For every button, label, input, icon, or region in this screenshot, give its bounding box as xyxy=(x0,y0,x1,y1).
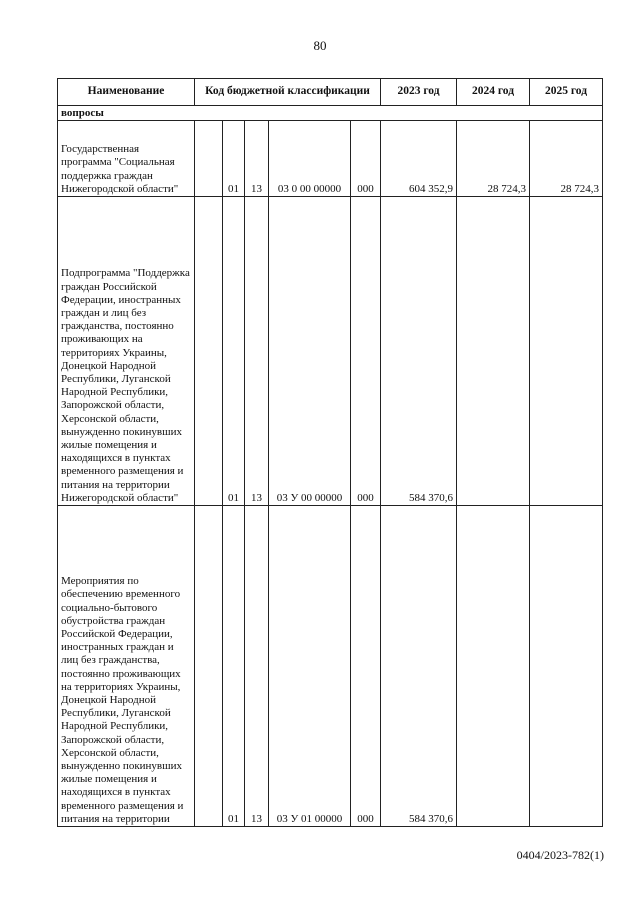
row-name: Мероприятия по обеспечению временного социально-бытового обустройства граждан Российской Федерации, иностранных граждан и лиц без гражданства, постоянно проживающих на территориях Украины, Донецкой Народной Республики, Луганской Народной Республики, Запорожской области, Херсонской области, вынужденно покинувших жилые помещения и находящихся в пунктах временного размещения и питания на территории xyxy=(58,506,195,827)
table-row xyxy=(58,197,603,506)
empty-cell xyxy=(195,197,223,506)
row-csr: 03 0 00 00000 xyxy=(269,121,351,197)
table-header-row xyxy=(58,79,603,106)
row-2023: 584 370,6 xyxy=(381,506,457,827)
page-number: 80 xyxy=(313,38,327,53)
table-row xyxy=(58,121,603,197)
row-rz: 01 xyxy=(223,197,245,506)
row-vr: 000 xyxy=(351,197,381,506)
row-2024 xyxy=(457,506,530,827)
row-2024 xyxy=(457,197,530,506)
row-rz: 01 xyxy=(223,121,245,197)
row-2025 xyxy=(530,506,603,827)
row-name: Подпрограмма "Поддержка граждан Российской Федерации, иностранных граждан и лиц без гражданства, постоянно проживающих на территориях Украины, Донецкой Народной Республики, Луганской Народной Республики, Запорожской области, Херсонской области, вынужденно покинувших жилые помещения и находящихся в пунктах временного размещения и питания на территории Нижегородской области" xyxy=(58,197,195,506)
header-2023: 2023 год xyxy=(381,79,457,106)
row-vr: 000 xyxy=(351,506,381,827)
row-csr: 03 У 00 00000 xyxy=(269,197,351,506)
row-vr: 000 xyxy=(351,121,381,197)
row-csr: 03 У 01 00000 xyxy=(269,506,351,827)
empty-cell xyxy=(195,121,223,197)
header-code: Код бюджетной классификации xyxy=(195,79,381,106)
row-2023: 584 370,6 xyxy=(381,197,457,506)
section-label: вопросы xyxy=(58,106,603,121)
empty-cell xyxy=(195,506,223,827)
row-pr: 13 xyxy=(245,197,269,506)
row-2023: 604 352,9 xyxy=(381,121,457,197)
row-pr: 13 xyxy=(245,506,269,827)
header-2024: 2024 год xyxy=(457,79,530,106)
section-row xyxy=(58,106,603,121)
document-code: 0404/2023-782(1) xyxy=(516,848,604,862)
row-rz: 01 xyxy=(223,506,245,827)
budget-table xyxy=(57,78,603,827)
row-2025 xyxy=(530,197,603,506)
header-2025: 2025 год xyxy=(530,79,603,106)
row-2024: 28 724,3 xyxy=(457,121,530,197)
row-2025: 28 724,3 xyxy=(530,121,603,197)
row-name: Государственная программа "Социальная поддержка граждан Нижегородской области" xyxy=(58,121,195,197)
row-pr: 13 xyxy=(245,121,269,197)
header-name: Наименование xyxy=(58,79,195,106)
table-row xyxy=(58,506,603,827)
